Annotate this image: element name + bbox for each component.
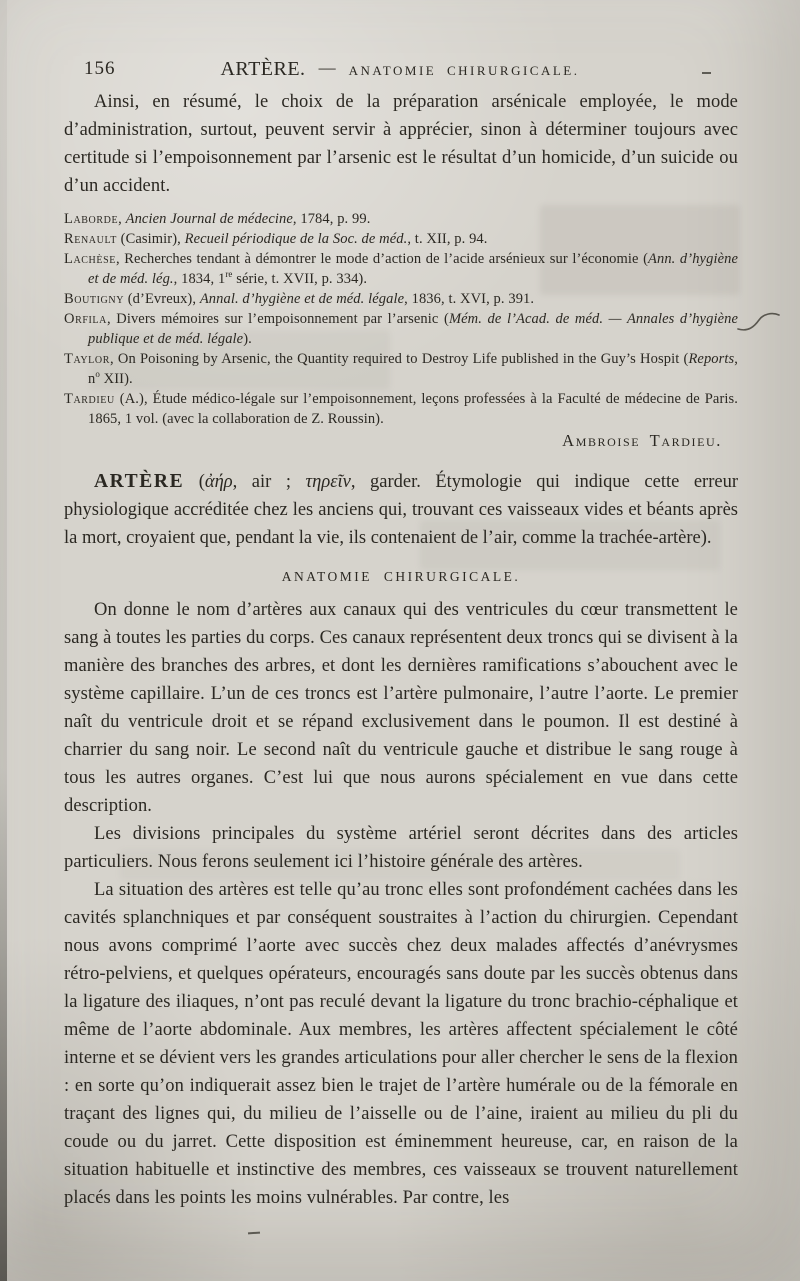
text-segment: (d’Evreux), <box>124 291 200 307</box>
section-heading: ANATOMIE CHIRURGICALE. <box>281 569 521 584</box>
text-segment: Ann. d’hygiène et de méd. lég. <box>88 251 738 287</box>
page-number: 156 <box>84 58 116 79</box>
text-segment: ἀήρ <box>204 472 233 492</box>
text-segment: , air ; <box>232 472 306 492</box>
text-segment: , garder. Étymologie qui indique cette erreur physiologique accréditée chez les anciens qui, trouvant ces vaisseaux vides et béants après la mort, croyaient que, pendant la vie, ils contenaient de l’air, comme la trachée-artère). <box>64 472 738 548</box>
text-segment: τηρεῖν <box>305 472 351 492</box>
text-segment: , Recherches tendant à démontrer le mode d’action de l’acide arsénieux sur l’économie ( <box>115 251 649 267</box>
text-segment: Renault <box>64 231 117 247</box>
text-segment: ). <box>243 331 252 347</box>
bibliography-entry <box>64 309 738 349</box>
bibliography-entry <box>64 289 738 309</box>
text-segment: Ancien Journal de médecine <box>125 211 293 227</box>
text-segment: Orfila <box>64 311 107 327</box>
text-segment: ARTÈRE <box>94 471 185 492</box>
ink-mark-icon <box>736 310 782 336</box>
text-segment: o <box>95 369 100 380</box>
text-segment: Annal. d’hygiène et de méd. légale <box>199 291 405 307</box>
author-signature: Ambroise Tardieu. <box>562 431 722 450</box>
bibliography-entry <box>64 229 738 249</box>
text-segment: , 1784, p. 99. <box>292 211 371 227</box>
article-headword-paragraph <box>64 468 738 552</box>
text-segment: , Divers mémoires sur l’empoisonnement par l’arsenic ( <box>106 311 449 327</box>
text-segment: Mém. de l’Acad. de méd. — Annales d’hygiène publique et de méd. légale <box>88 311 738 347</box>
intro-paragraph: Ainsi, en résumé, le choix de la préparation arsénicale employée, le mode d’administration, surtout, peuvent servir à apprécier, sinon à déterminer toujours avec certitude si l’empoisonnement par l’arsenic est le résultat d’un homicide, d’un suicide ou d’un accident. <box>64 92 738 196</box>
running-head-title: ARTÈRE. <box>220 58 306 80</box>
text-segment: , <box>118 211 126 227</box>
running-head-separator: — <box>318 58 336 77</box>
body-paragraph: La situation des artères est telle qu’au tronc elles sont profondément cachées dans les cavités splanchniques et par conséquent soustraites à l’action du chirurgien. Cependant nous avons comprimé l’aorte avec succès chez deux malades affectés d’anévrysmes rétro-pelviens, et quelques opérateurs, encouragés sans doute par les succès obtenus dans la ligature des iliaques, n’ont pas reculé devant la ligature du tronc brachio-céphalique et même de l’aorte abdominale. Aux membres, les artères affectent spécialement le côté interne et se dévient vers les grandes articulations pour aller chercher le sens de la flexion : en sorte qu’on indiquerait assez bien le trajet de l’artère humérale ou de la fémorale en traçant des lignes qui, du milieu de l’aisselle ou de l’aine, iraient au milieu du pli du coude ou du jarret. Cette disposition est éminemment heureuse, car, en raison de la situation habituelle et instinctive des membres, ces vaisseaux se trouvent naturellement placés dans les points les moins vulnérables. Par contre, les <box>64 880 738 1208</box>
text-segment: Taylor <box>64 351 110 367</box>
text-segment: (Casimir), <box>116 231 185 247</box>
bibliography-entry <box>64 349 738 389</box>
text-segment: , 1834, 1 <box>173 271 226 287</box>
text-segment: ( <box>184 472 205 492</box>
text-segment: Tardieu <box>64 391 115 407</box>
running-head-section: ANATOMIE CHIRURGICALE. <box>348 63 580 78</box>
running-head-center <box>0 58 800 81</box>
text-segment: , On Poisoning by Arsenic, the Quantity required to Destroy Life published in the Guy’s Hospit ( <box>109 351 689 367</box>
text-segment: Recueil périodique de la Soc. de méd. <box>184 231 408 247</box>
text-block <box>64 88 738 1212</box>
text-segment: , t. XII, p. 94. <box>407 231 488 247</box>
text-segment: re <box>225 269 233 280</box>
text-segment: Boutigny <box>64 291 125 307</box>
body-paragraph: On donne le nom d’artères aux canaux qui des ventricules du cœur transmettent le sang à toutes les parties du corps. Ces canaux représentent deux troncs qui se divisent à la manière des branches des arbres, et dont les dernières ramifications s’abouchent avec le système capillaire. L’un de ces troncs est l’artère pulmonaire, l’autre l’aorte. Le premier naît du ventricule droit et se répand exclusivement dans le poumon. Il est destiné à charrier du sang noir. Le second naît du ventricule gauche et distribue le sang rouge à tous les autres organes. C’est lui que nous aurons spécialement en vue dans cette description. <box>64 600 738 816</box>
text-segment: XII). <box>99 371 133 387</box>
body-paragraph: Les divisions principales du système artériel seront décrites dans des articles particuliers. Nous ferons seulement ici l’histoire générale des artères. <box>64 824 738 872</box>
scan-artifact-dash <box>702 72 711 74</box>
text-segment: Laborde <box>64 211 119 227</box>
text-segment: (A.), Étude médico-légale sur l’empoisonnement, leçons professées à la Faculté de médecine de Paris. 1865, 1 vol. (avec la collaboration de Z. Roussin). <box>88 391 738 427</box>
text-segment: série, t. XVII, p. 334). <box>232 271 368 287</box>
text-segment: , 1836, t. XVI, p. 391. <box>404 291 535 307</box>
text-segment: Lachèse <box>64 251 116 267</box>
bibliography-entry <box>64 249 738 289</box>
running-head <box>0 58 800 84</box>
text-segment: Reports <box>688 351 735 367</box>
bibliography-list <box>64 209 738 429</box>
bibliography-entry <box>64 209 738 229</box>
text-segment: , n <box>88 351 738 387</box>
scan-edge-shadow <box>0 0 7 1281</box>
article-body <box>64 596 738 1212</box>
scan-artifact-dash <box>248 1232 260 1235</box>
bibliography-entry <box>64 389 738 429</box>
